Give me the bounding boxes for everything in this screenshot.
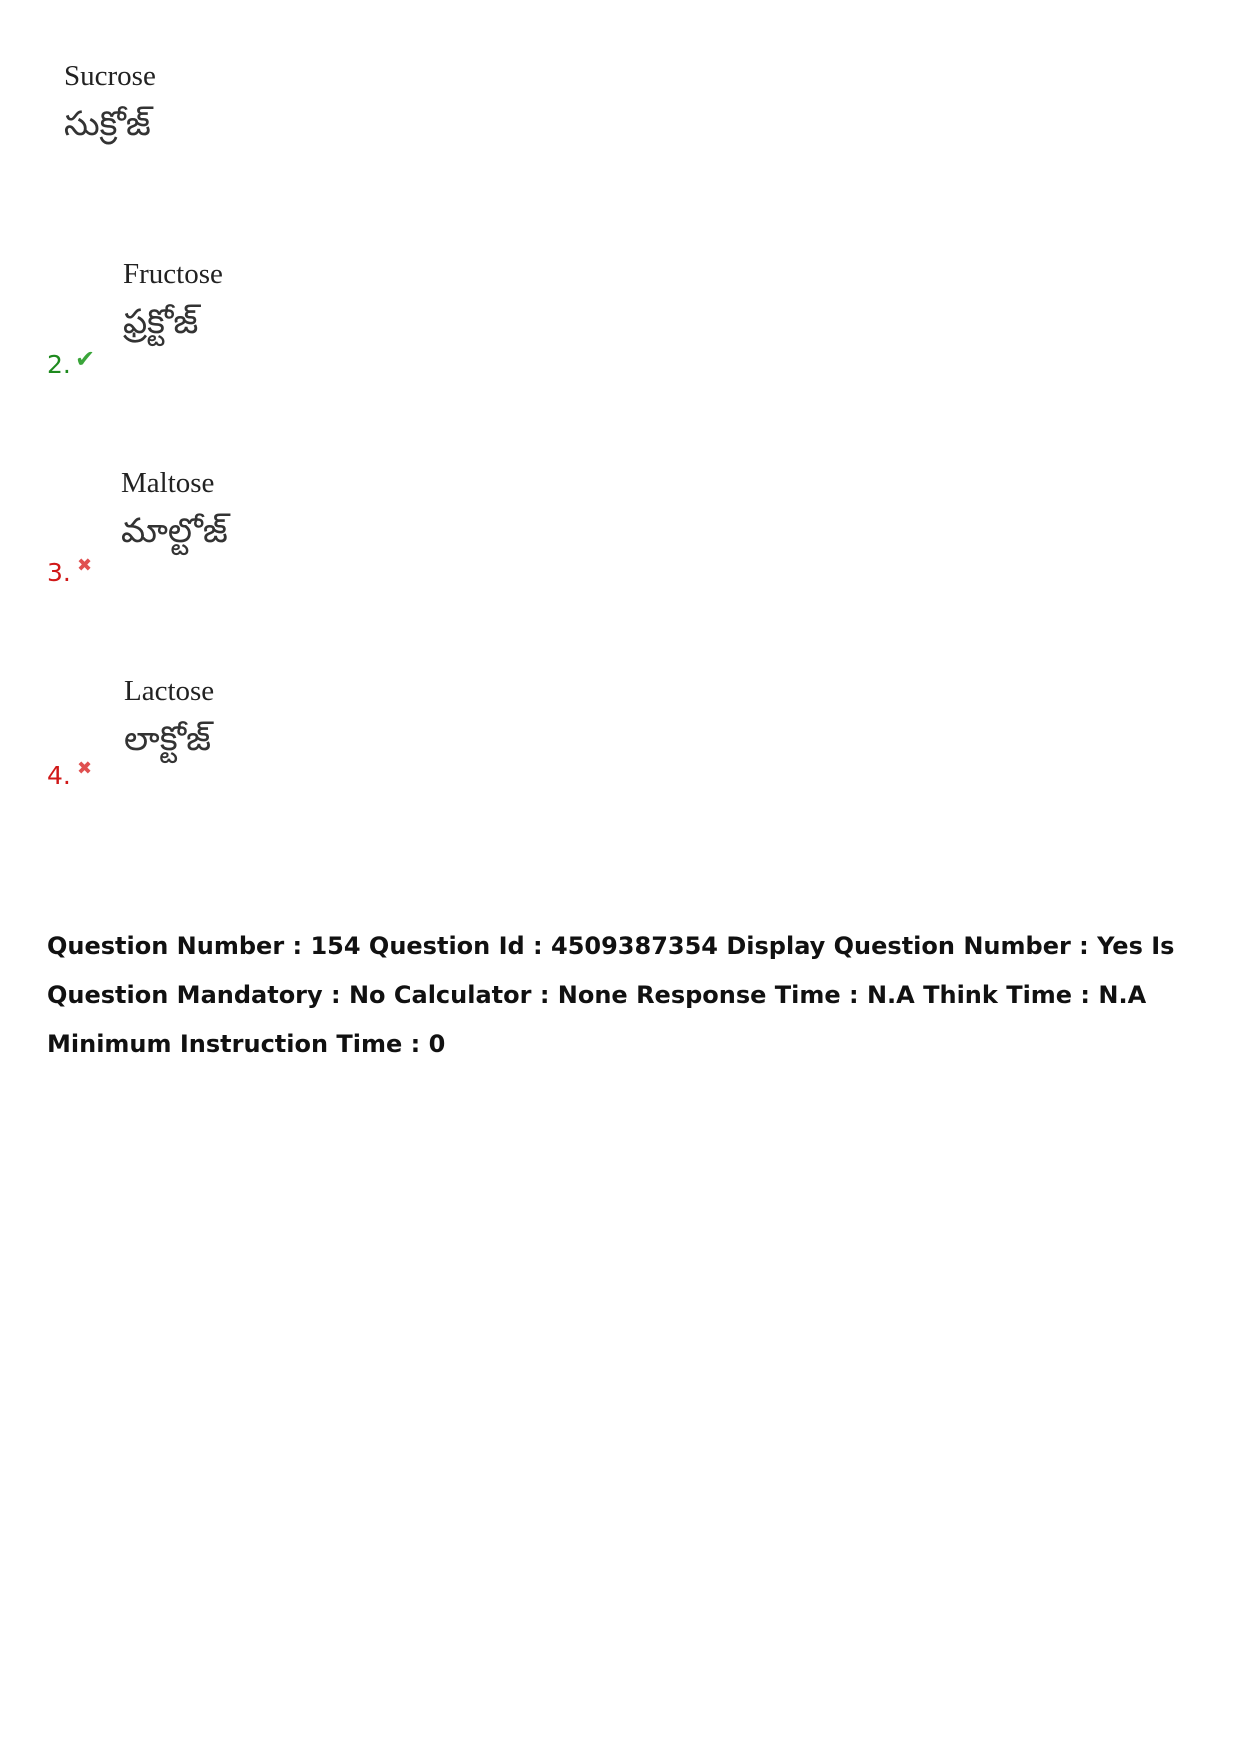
option-2-english: Fructose [123, 258, 223, 290]
option-1-telugu: సుక్రోజ్ [64, 104, 151, 144]
option-3-number: 3. [47, 558, 71, 587]
option-3-english: Maltose [121, 467, 215, 499]
option-4-number: 4. [47, 761, 71, 790]
option-3-telugu: మాల్టోజ్ [121, 511, 228, 551]
option-4 [124, 675, 215, 759]
cross-icon: ✖ [77, 555, 93, 576]
option-3 [121, 467, 228, 551]
option-4-telugu: లాక్టోజ్ [124, 719, 211, 759]
check-icon: ✔ [75, 345, 96, 373]
question-metadata: Question Number : 154 Question Id : 4509387354 Display Question Number : Yes Is Question Mandatory : No Calculator : None Response Time : N.A Think Time : N.A Minimum Instruction Time : 0 [47, 932, 1175, 1058]
cross-icon: ✖ [77, 758, 93, 779]
option-1-english: Sucrose [64, 60, 156, 92]
option-2-number: 2. [47, 350, 71, 379]
option-2 [123, 258, 223, 342]
option-2-telugu: ఫ్రక్టోజ్ [123, 302, 199, 342]
option-1 [64, 60, 156, 144]
option-4-english: Lactose [124, 675, 215, 707]
